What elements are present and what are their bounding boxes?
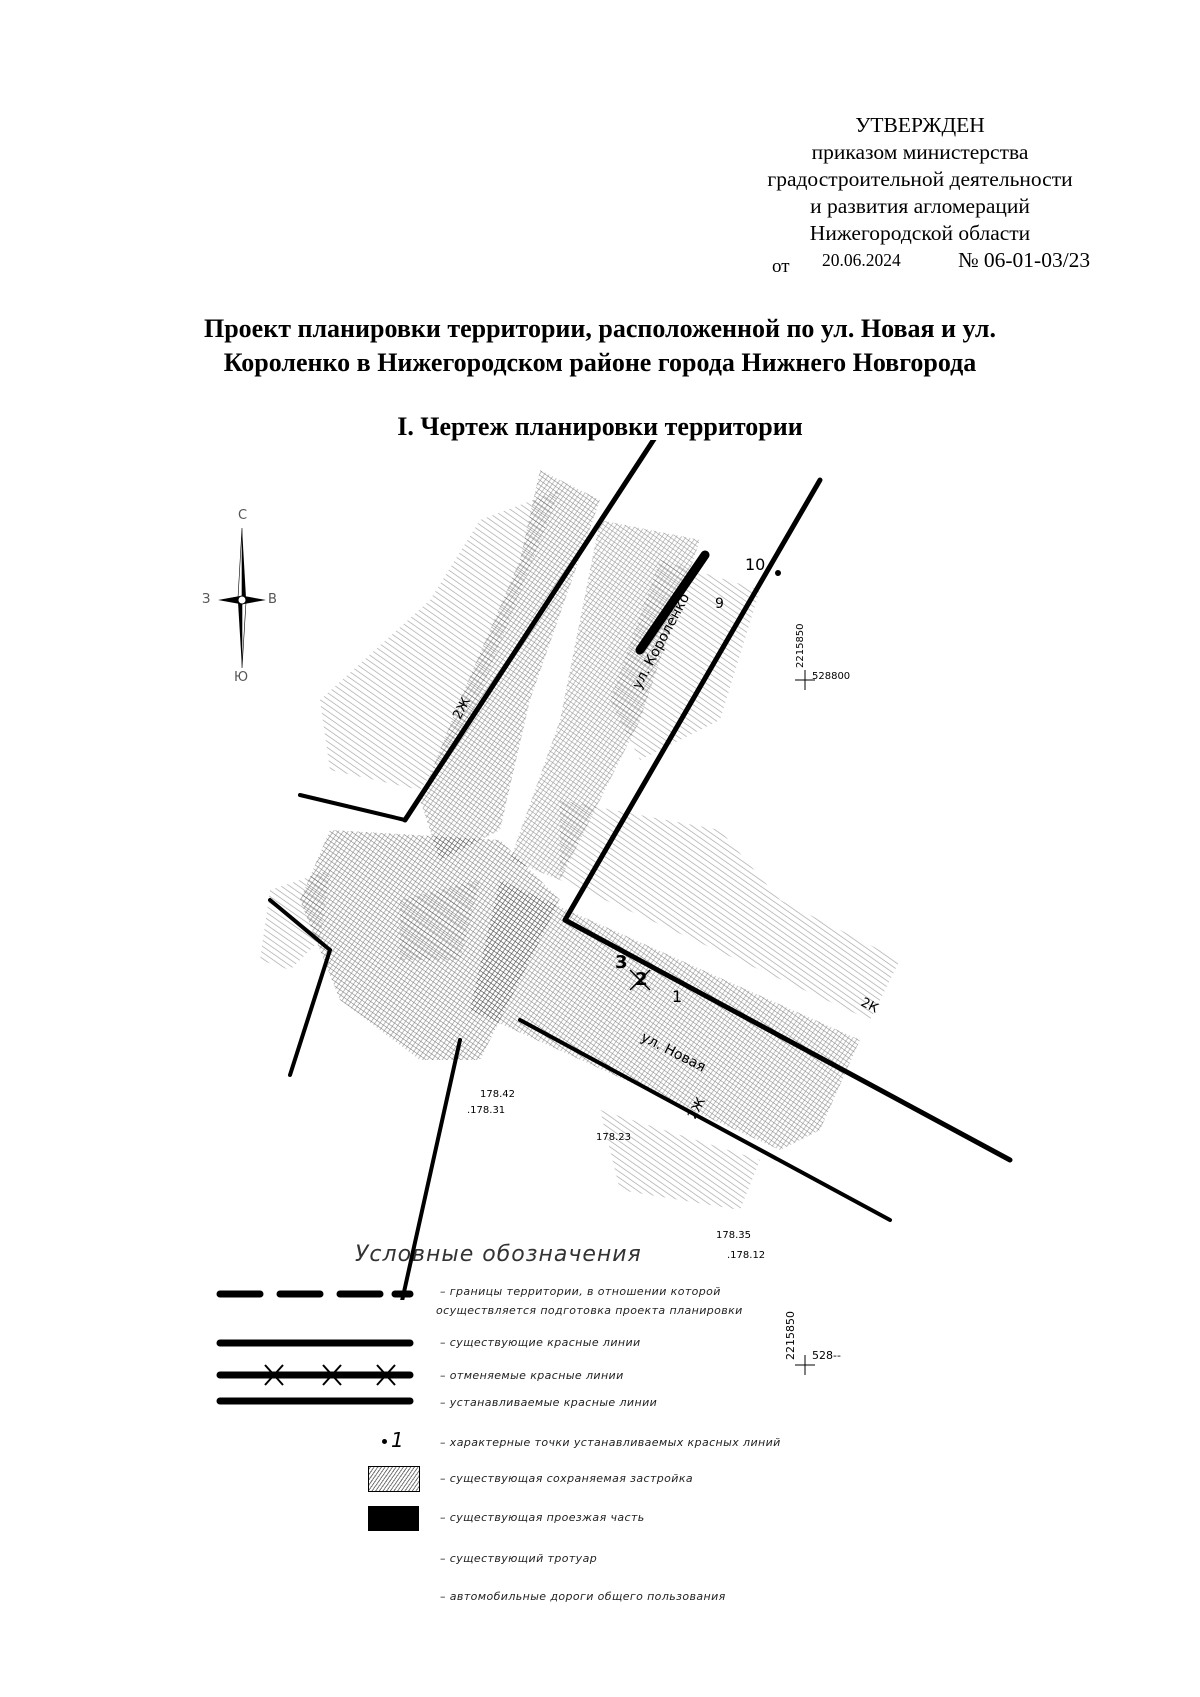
svg-text:3: 3 bbox=[615, 952, 628, 973]
legend-text-cancelled-red-line: – отменяемые красные линии bbox=[440, 1369, 624, 1382]
approval-line-2: градостроительной деятельности bbox=[767, 167, 1073, 191]
approval-line-1: приказом министерства bbox=[811, 140, 1029, 164]
document-title bbox=[120, 312, 1080, 380]
legend-text-points: – характерные точки устанавливаемых красных линий bbox=[440, 1436, 781, 1449]
compass-east-label: В bbox=[268, 592, 277, 607]
compass-south-label: Ю bbox=[234, 670, 249, 685]
legend-symbol-boundary bbox=[215, 1284, 415, 1304]
legend-symbol-cancelled-red-line bbox=[215, 1360, 415, 1390]
svg-text:178.23: 178.23 bbox=[596, 1132, 631, 1143]
title-line-1: Проект планировки территории, расположенной по ул. Новая и ул. bbox=[204, 314, 996, 343]
legend-text-existing-red-line: – существующие красные линии bbox=[440, 1336, 641, 1349]
svg-text:178.35: 178.35 bbox=[716, 1230, 751, 1241]
approval-line-3: и развития агломераций bbox=[810, 194, 1030, 218]
legend-title: Условные обозначения bbox=[355, 1242, 642, 1267]
legend-text-public-roads: – автомобильные дороги общего пользования bbox=[440, 1590, 726, 1603]
section-title: I. Чертеж планировки территории bbox=[397, 412, 803, 441]
legend-symbol-point: 1 bbox=[382, 1428, 404, 1452]
planning-map bbox=[0, 440, 1200, 1300]
legend-text-sidewalk: – существующий тротуар bbox=[440, 1552, 598, 1565]
legend-text-carriageway: – существующая проезжая часть bbox=[440, 1511, 645, 1524]
approval-line-4: Нижегородской области bbox=[809, 221, 1031, 245]
approval-heading: УТВЕРЖДЕН bbox=[855, 113, 985, 137]
svg-text:.178.31: .178.31 bbox=[467, 1105, 506, 1116]
legend-text-building: – существующая сохраняемая застройка bbox=[440, 1472, 694, 1485]
approval-stamp bbox=[740, 112, 1100, 277]
svg-text:.178.12: .178.12 bbox=[727, 1250, 766, 1261]
approval-date: 20.06.2024 bbox=[822, 250, 901, 270]
street-label-novaya: ул. Новая bbox=[638, 1029, 709, 1076]
compass-north-label: С bbox=[238, 508, 248, 523]
legend-symbol-existing-red-line bbox=[215, 1333, 415, 1353]
compass-west-label: З bbox=[202, 592, 211, 607]
point-label-10: 10 bbox=[745, 555, 766, 574]
legend-text-boundary: – границы территории, в отношении которой осуществляется подготовка проекта планировки bbox=[436, 1285, 743, 1317]
approval-date-row bbox=[740, 247, 1100, 277]
point-dot-icon bbox=[382, 1439, 387, 1444]
svg-text:2К: 2К bbox=[858, 995, 881, 1017]
legend-symbol-new-red-line bbox=[215, 1391, 415, 1411]
coordinate-mark-1 bbox=[795, 623, 850, 690]
date-prefix: от bbox=[772, 256, 790, 277]
legend-text-new-red-line: – устанавливаемые красные линии bbox=[440, 1396, 658, 1409]
svg-text:2Ж: 2Ж bbox=[685, 1095, 709, 1122]
svg-text:2215850: 2215850 bbox=[795, 623, 806, 668]
legend-symbol-carriageway bbox=[368, 1506, 419, 1531]
svg-text:528800: 528800 bbox=[812, 671, 851, 682]
svg-text:2: 2 bbox=[635, 969, 648, 990]
svg-text:178.42: 178.42 bbox=[480, 1089, 515, 1100]
svg-text:9: 9 bbox=[715, 596, 724, 612]
order-number: № 06-01-03/23 bbox=[958, 248, 1091, 272]
title-line-2: Короленко в Нижегородском районе города Нижнего Новгорода bbox=[223, 348, 977, 377]
street-label-korolenko: ул. Короленко bbox=[629, 590, 694, 692]
svg-text:1: 1 bbox=[672, 987, 683, 1006]
coordinate-mark-2: 2215850 528-- bbox=[784, 1311, 841, 1362]
legend-symbol-hatched-building bbox=[368, 1466, 420, 1492]
svg-text:2Ж: 2Ж bbox=[450, 695, 474, 722]
